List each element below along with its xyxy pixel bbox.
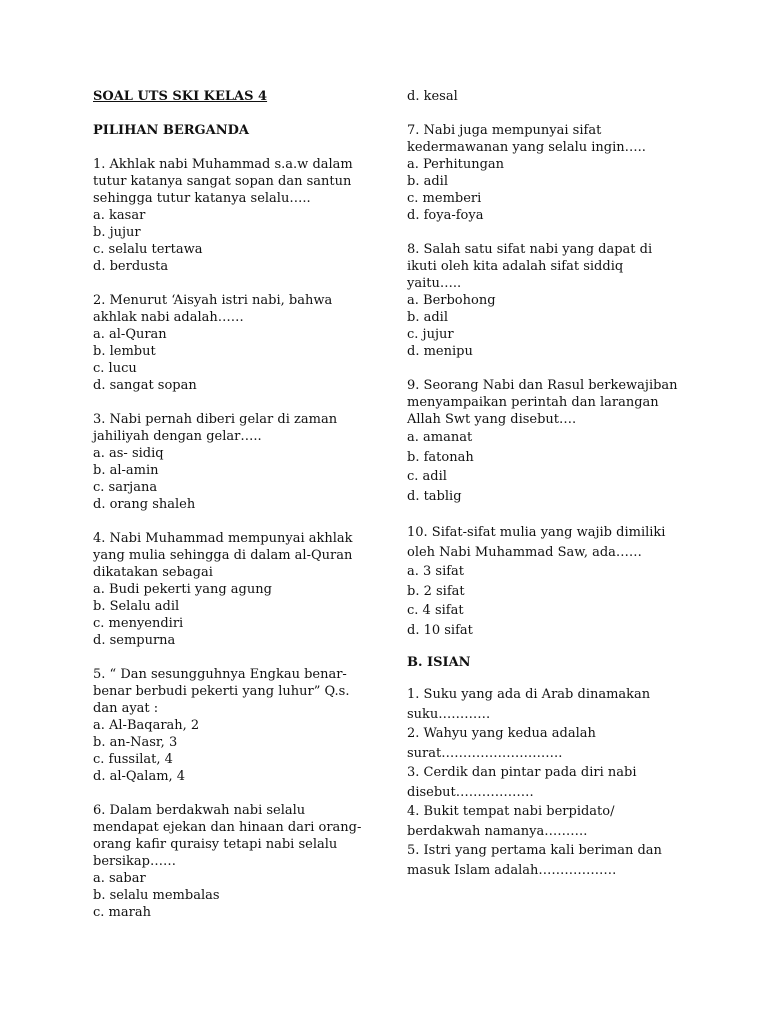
- option: a. 3 sifat: [407, 564, 465, 579]
- option: d. orang shaleh: [93, 497, 196, 512]
- question-text: Allah Swt yang disebut….: [407, 412, 577, 427]
- option: b. adil: [407, 174, 448, 189]
- option: a. Al-Baqarah, 2: [93, 718, 200, 733]
- option: a. Budi pekerti yang agung: [93, 582, 272, 597]
- option: b. al-amin: [93, 463, 159, 478]
- option: b. selalu membalas: [93, 888, 220, 903]
- option: b. fatonah: [407, 449, 474, 465]
- question-4: [93, 530, 373, 649]
- option: d. tablig: [407, 488, 462, 504]
- option: c. selalu tertawa: [93, 242, 203, 257]
- question-text: dikatakan sebagai: [93, 565, 213, 580]
- isian-line: disebut………………: [407, 784, 534, 800]
- question-text: 10. Sifat-sifat mulia yang wajib dimiliki: [407, 525, 666, 540]
- isian-line: 1. Suku yang ada di Arab dinamakan: [407, 687, 651, 702]
- option: b. jujur: [93, 225, 141, 240]
- option: b. 2 sifat: [407, 583, 465, 599]
- isian-line: suku…………: [407, 706, 491, 722]
- question-text: 6. Dalam berdakwah nabi selalu: [93, 803, 306, 818]
- option: d. sempurna: [93, 633, 176, 648]
- isian-line: berdakwah namanya……….: [407, 823, 588, 839]
- question-text: oleh Nabi Muhammad Saw, ada……: [407, 544, 642, 560]
- question-6: [93, 802, 373, 921]
- question-text: bersikap……: [93, 854, 177, 869]
- option: b. lembut: [93, 344, 156, 359]
- option: a. Berbohong: [407, 293, 496, 308]
- option: d. menipu: [407, 344, 473, 359]
- question-text: dan ayat :: [93, 701, 159, 716]
- question-text: mendapat ejekan dan hinaan dari orang-: [93, 820, 362, 835]
- option: c. jujur: [407, 327, 454, 342]
- option: c. menyendiri: [93, 616, 184, 631]
- option: d. berdusta: [93, 259, 169, 274]
- option: a. amanat: [407, 430, 473, 445]
- isian-list: [407, 685, 707, 880]
- isian-line: masuk Islam adalah………………: [407, 862, 617, 878]
- question-text: ikuti oleh kita adalah sifat siddiq: [407, 259, 624, 274]
- question-text: jahiliyah dengan gelar…..: [93, 429, 262, 444]
- section-a-heading: PILIHAN BERGANDA: [93, 123, 249, 138]
- question-text: 8. Salah satu sifat nabi yang dapat di: [407, 242, 653, 257]
- question-3: [93, 411, 373, 513]
- question-9: [407, 377, 707, 506]
- question-text: kedermawanan yang selalu ingin…..: [407, 140, 646, 155]
- option: c. lucu: [93, 361, 137, 376]
- option: c. sarjana: [93, 480, 158, 495]
- option: a. kasar: [93, 208, 146, 223]
- option: c. adil: [407, 469, 447, 484]
- question-text: 5. “ Dan sesungguhnya Engkau benar-: [93, 667, 347, 682]
- question-text: 3. Nabi pernah diberi gelar di zaman: [93, 412, 338, 427]
- option: c. memberi: [407, 191, 482, 206]
- option: d. foya-foya: [407, 208, 484, 223]
- question-text: sehingga tutur katanya selalu…..: [93, 191, 311, 206]
- question-text: 1. Akhlak nabi Muhammad s.a.w dalam: [93, 157, 353, 172]
- question-text: 7. Nabi juga mempunyai sifat: [407, 123, 602, 138]
- question-text: akhlak nabi adalah……: [93, 310, 244, 325]
- right-column: [407, 88, 707, 880]
- option: d. kesal: [407, 89, 458, 104]
- question-text: tutur katanya sangat sopan dan santun: [93, 174, 352, 189]
- question-text: 2. Menurut ‘Aisyah istri nabi, bahwa: [93, 293, 333, 308]
- option: d. al-Qalam, 4: [93, 769, 186, 784]
- doc-title: SOAL UTS SKI KELAS 4: [93, 89, 268, 104]
- option: c. marah: [93, 905, 151, 920]
- question-text: yang mulia sehingga di dalam al-Quran: [93, 548, 353, 563]
- isian-line: 4. Bukit tempat nabi berpidato/: [407, 804, 615, 819]
- question-5: [93, 666, 373, 785]
- isian-line: surat……………………….: [407, 745, 563, 761]
- option: d. 10 sifat: [407, 622, 473, 638]
- option: b. Selalu adil: [93, 599, 180, 614]
- question-text: menyampaikan perintah dan larangan: [407, 395, 659, 410]
- option: a. as- sidiq: [93, 446, 164, 461]
- question-10: [407, 523, 707, 640]
- option: c. fussilat, 4: [93, 752, 173, 767]
- option: a. al-Quran: [93, 327, 167, 342]
- option: a. Perhitungan: [407, 157, 505, 172]
- isian-line: 5. Istri yang pertama kali beriman dan: [407, 843, 662, 858]
- isian-line: 3. Cerdik dan pintar pada diri nabi: [407, 765, 637, 780]
- section-b-heading: B. ISIAN: [407, 655, 471, 670]
- question-7: [407, 122, 707, 224]
- option: c. 4 sifat: [407, 603, 464, 618]
- question-text: orang kafir quraisy tetapi nabi selalu: [93, 837, 338, 852]
- question-2: [93, 292, 373, 394]
- option: b. adil: [407, 310, 448, 325]
- question-text: benar berbudi pekerti yang luhur” Q.s.: [93, 684, 350, 699]
- isian-line: 2. Wahyu yang kedua adalah: [407, 726, 596, 741]
- question-text: 9. Seorang Nabi dan Rasul berkewajiban: [407, 378, 678, 393]
- question-text: yaitu…..: [407, 276, 462, 291]
- option: b. an-Nasr, 3: [93, 735, 178, 750]
- question-text: 4. Nabi Muhammad mempunyai akhlak: [93, 531, 353, 546]
- left-column: [93, 88, 373, 921]
- option: d. sangat sopan: [93, 378, 197, 393]
- question-8: [407, 241, 707, 360]
- option: a. sabar: [93, 871, 146, 886]
- question-1: [93, 156, 373, 275]
